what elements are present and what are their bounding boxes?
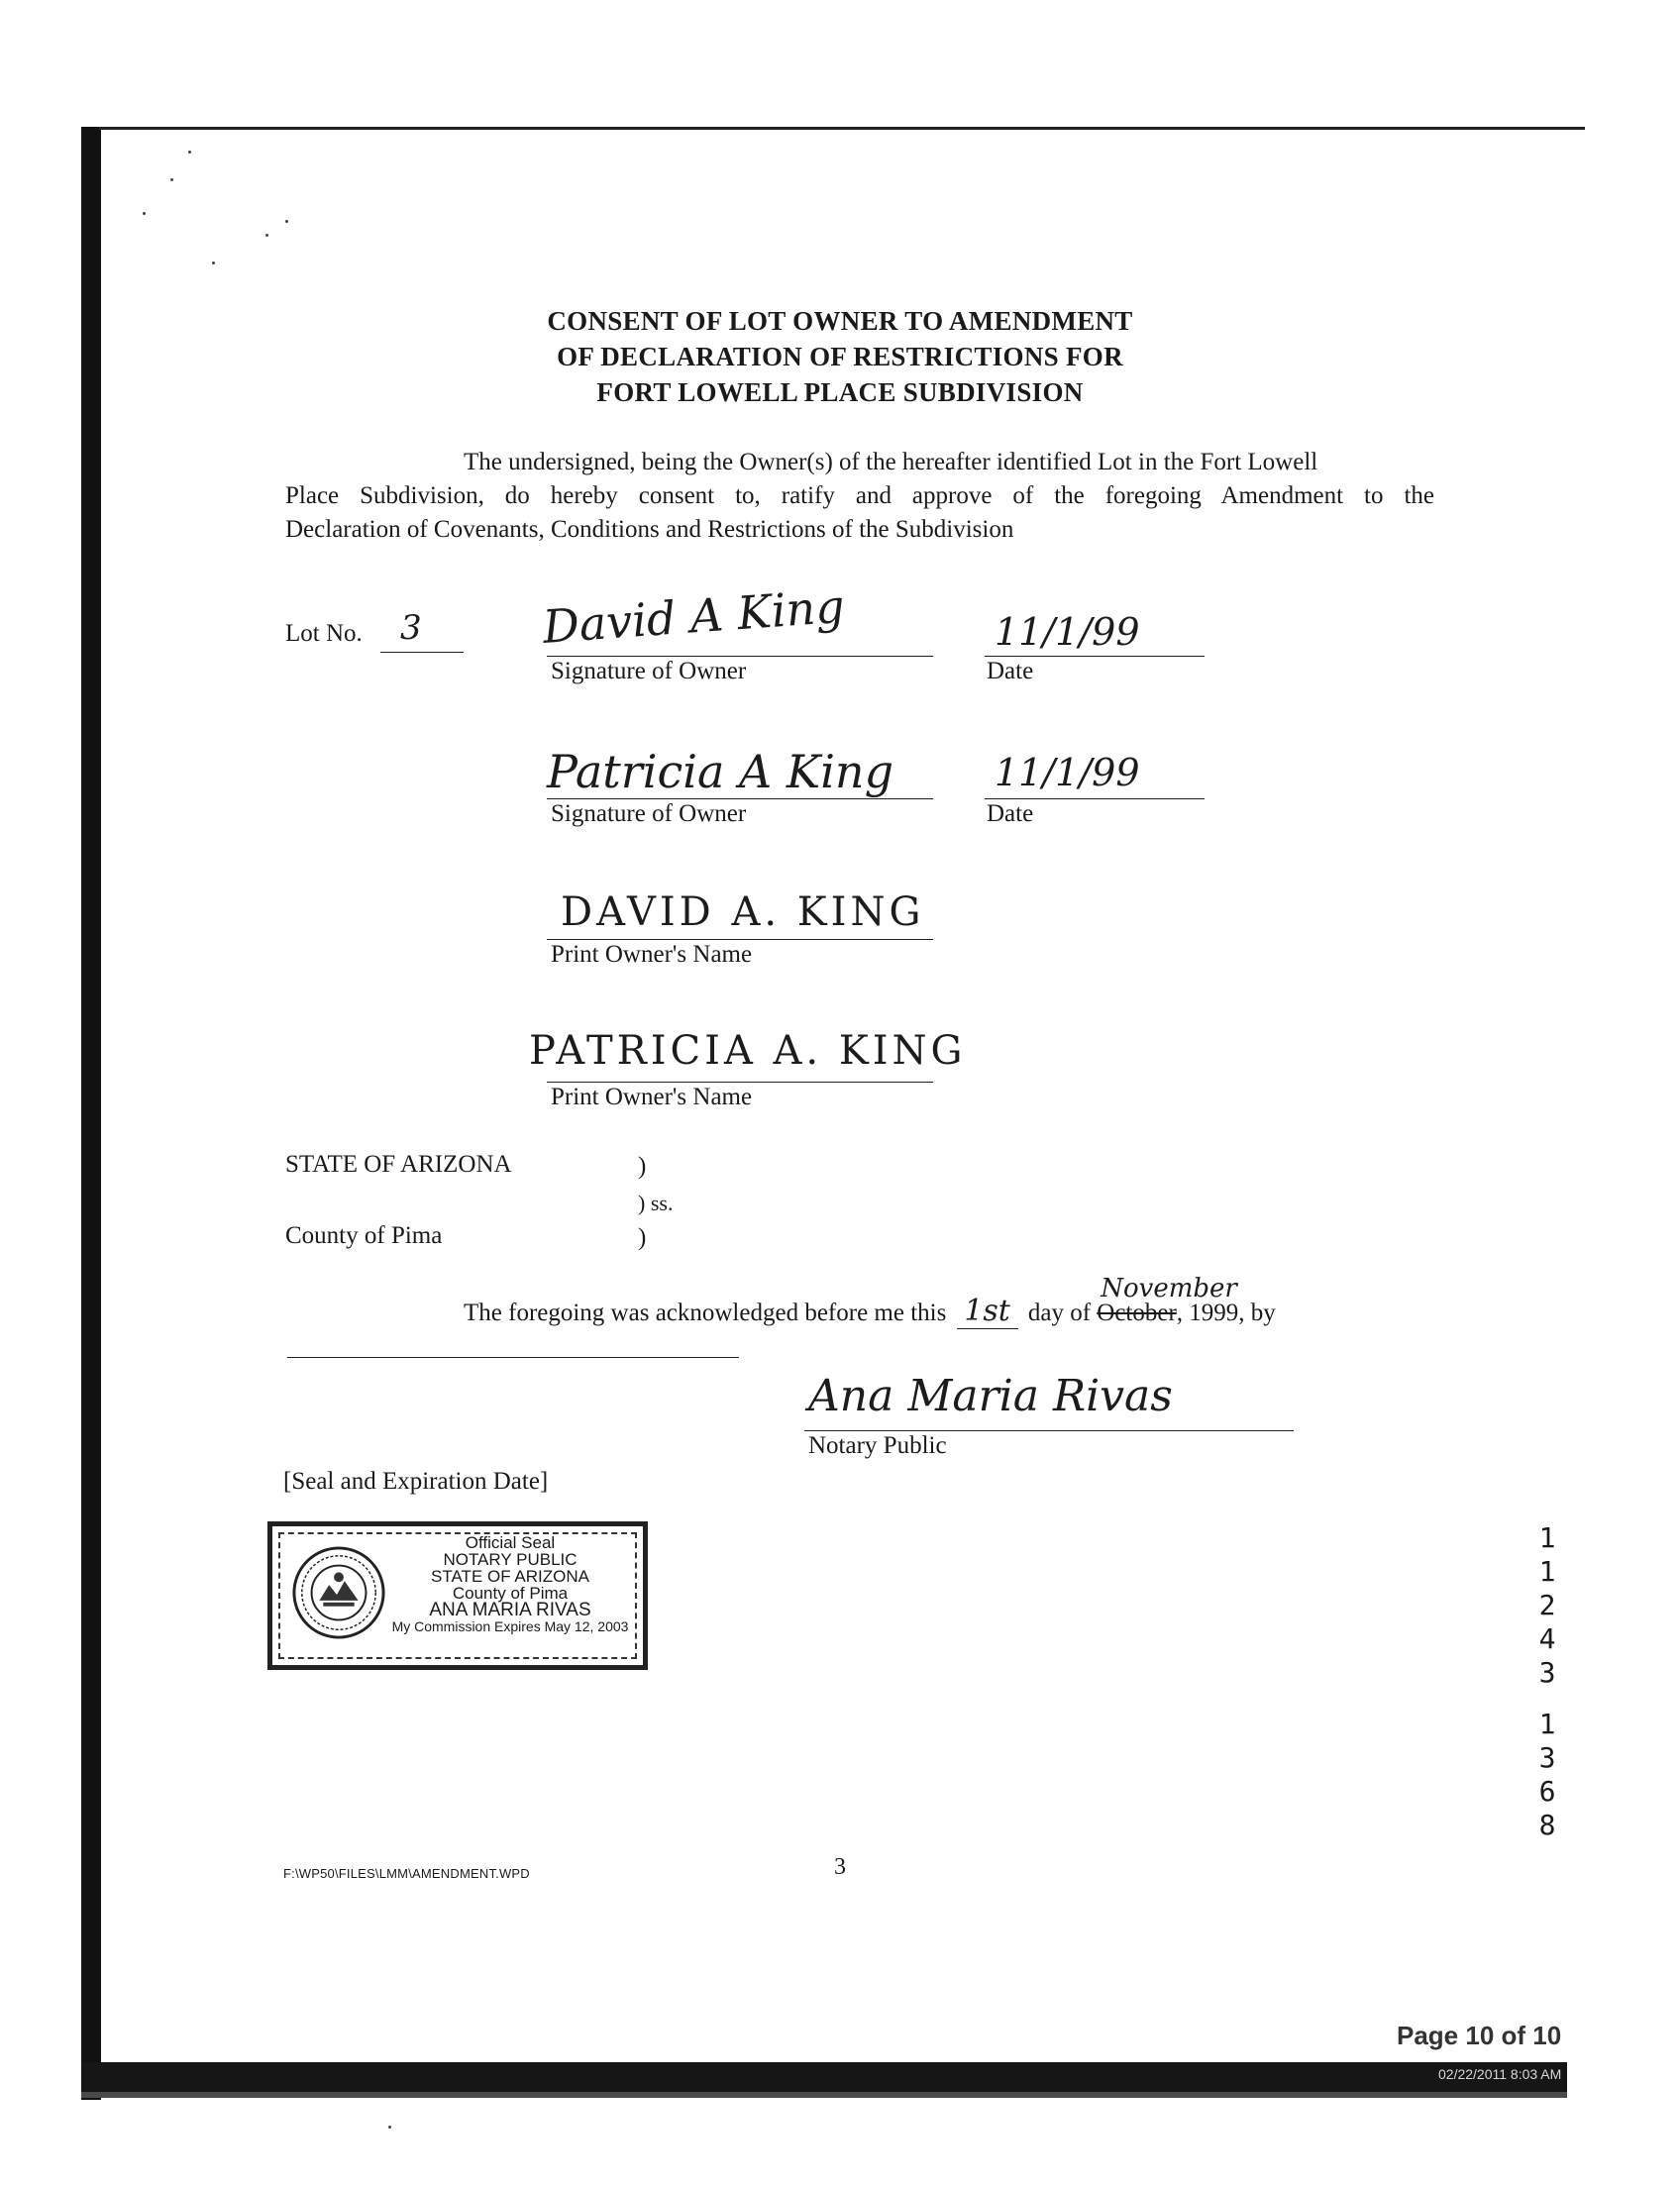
seal-state: STATE OF ARIZONA <box>431 1567 589 1586</box>
owner-2-signature-label: Signature of Owner <box>551 800 747 827</box>
fax-timestamp: 02/22/2011 8:03 AM <box>1438 2066 1562 2082</box>
recording-digit: 4 <box>1538 1622 1556 1655</box>
seal-official: Official Seal <box>465 1533 556 1552</box>
recording-digit: 6 <box>1538 1775 1556 1808</box>
scan-bottom-border <box>81 2062 1567 2092</box>
owner-2-print-name: PATRICIA A. KING <box>529 1028 967 1074</box>
owner-2-signature: Patricia A King <box>547 745 894 798</box>
owner-1-print-name-label: Print Owner's Name <box>551 941 753 968</box>
seal-notary-name: ANA MARIA RIVAS <box>429 1600 591 1620</box>
recording-digit: 2 <box>1538 1589 1556 1621</box>
venue-state: STATE OF ARIZONA <box>285 1151 512 1178</box>
owner-2-date-line <box>985 798 1205 799</box>
ack-month-written: November <box>1101 1274 1237 1303</box>
scan-speck <box>170 178 173 181</box>
owner-1-date-label: Date <box>987 658 1034 684</box>
recording-digit: 3 <box>1538 1656 1556 1689</box>
scan-speck <box>212 261 215 264</box>
seal-expiration-label: [Seal and Expiration Date] <box>283 1468 549 1495</box>
owner-1-signature-line <box>547 656 933 657</box>
notary-signature: Ana Maria Rivas <box>808 1371 1173 1421</box>
recording-digit: 1 <box>1538 1708 1556 1740</box>
scan-speck <box>388 2126 391 2129</box>
venue-county: County of Pima <box>285 1222 443 1249</box>
venue-paren-bottom: ) <box>638 1224 647 1251</box>
intro-line-2: Place Subdivision, do hereby consent to, ratify and approve of the foregoing Amendment to the <box>285 482 1434 509</box>
notary-seal-stamp <box>267 1521 648 1670</box>
owner-1-date-line <box>985 656 1205 657</box>
page-number: 3 <box>834 1854 846 1880</box>
scan-speck <box>188 151 191 154</box>
scan-top-border <box>99 127 1585 130</box>
scan-left-border <box>81 127 101 2100</box>
venue-paren-top: ) <box>638 1153 647 1180</box>
recording-number-upper <box>1533 1521 1561 1690</box>
acknowledgment-text <box>464 1274 1276 1329</box>
notary-signature-line <box>804 1430 1294 1431</box>
recording-number-lower <box>1533 1708 1561 1842</box>
seal-text-block <box>391 1534 629 1635</box>
document-title-line-1: CONSENT OF LOT OWNER TO AMENDMENT <box>547 306 1133 336</box>
owner-2-print-name-line <box>547 1082 933 1083</box>
ack-day-of: day of <box>1027 1300 1092 1326</box>
owner-1-print-name: DAVID A. KING <box>561 889 925 935</box>
owner-2-print-name-label: Print Owner's Name <box>551 1084 753 1110</box>
owner-2-signature-line <box>547 798 933 799</box>
intro-line-3: Declaration of Covenants, Conditions and Restrictions of the Subdivision <box>285 516 1014 543</box>
document-title-line-3: FORT LOWELL PLACE SUBDIVISION <box>596 377 1084 407</box>
owner-1-date: 11/1/99 <box>995 610 1140 654</box>
owner-2-date-label: Date <box>987 800 1034 827</box>
recording-digit: 1 <box>1538 1521 1556 1554</box>
lot-number-line <box>380 652 464 653</box>
owner-1-signature: David A King <box>541 578 847 654</box>
ack-prefix: The foregoing was acknowledged before me this <box>464 1300 947 1326</box>
lot-number-label: Lot No. <box>285 620 363 647</box>
acknowledged-by-line <box>287 1357 739 1358</box>
seal-commission-expiry: My Commission Expires May 12, 2003 <box>391 1618 629 1634</box>
file-path: F:\WP50\FILES\LMM\AMENDMENT.WPD <box>283 1866 530 1881</box>
owner-1-print-name-line <box>547 939 933 940</box>
seal-county: County of Pima <box>452 1584 569 1603</box>
owner-2-date: 11/1/99 <box>995 751 1140 794</box>
venue-ss: ) ss. <box>638 1191 674 1215</box>
ack-day: 1st <box>964 1294 1010 1328</box>
lot-number-value: 3 <box>400 608 422 648</box>
recording-digit: 1 <box>1538 1555 1556 1588</box>
scan-speck <box>143 212 146 215</box>
page-of-total: Page 10 of 10 <box>1397 2021 1562 2050</box>
ack-suffix: , 1999, by <box>1176 1300 1276 1326</box>
arizona-seal-emblem-icon <box>290 1544 387 1641</box>
owner-1-signature-label: Signature of Owner <box>551 658 747 684</box>
intro-line-1: The undersigned, being the Owner(s) of the hereafter identified Lot in the Fort Lowell <box>464 449 1318 475</box>
document-title-line-2: OF DECLARATION OF RESTRICTIONS FOR <box>557 342 1123 371</box>
scan-speck <box>285 220 288 223</box>
ack-month-struck: October <box>1097 1300 1177 1326</box>
scan-bottom-edge <box>81 2092 1567 2098</box>
notary-label: Notary Public <box>808 1432 947 1459</box>
seal-notary-public: NOTARY PUBLIC <box>443 1550 578 1569</box>
recording-digit: 8 <box>1538 1809 1556 1841</box>
recording-digit: 3 <box>1538 1741 1556 1774</box>
scan-speck <box>265 234 268 237</box>
